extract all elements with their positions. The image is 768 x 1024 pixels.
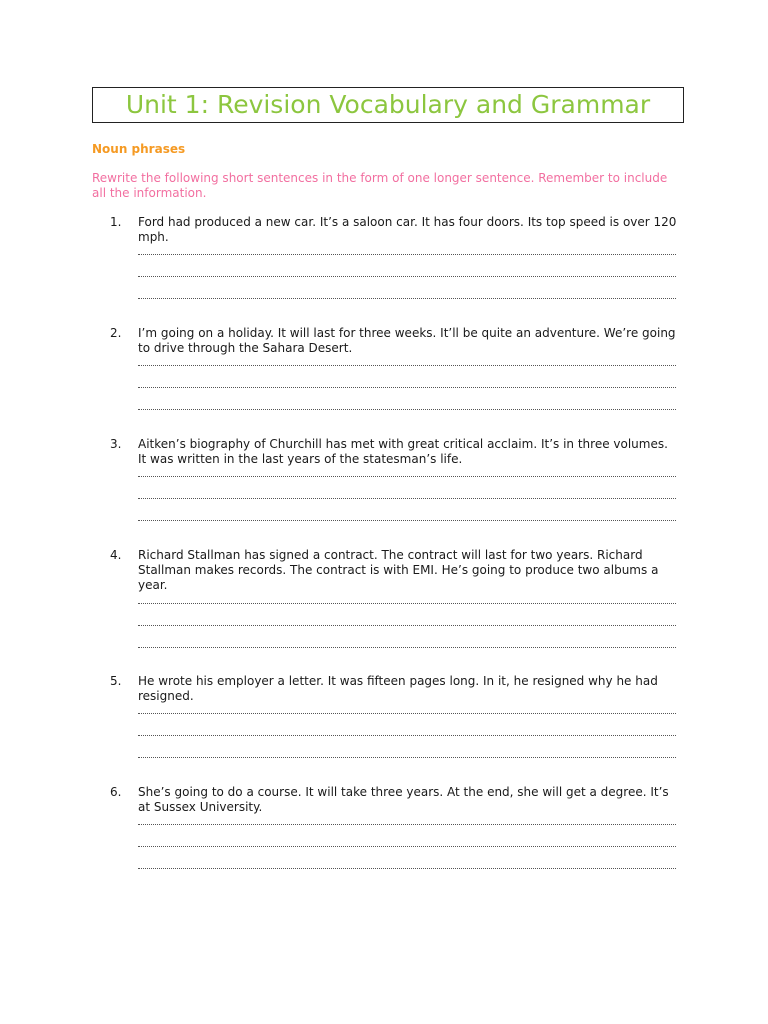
question-text: She’s going to do a course. It will take three years. At the end, she will get a degree. It’s at Sussex University. bbox=[138, 785, 669, 814]
answer-line[interactable] bbox=[138, 498, 676, 499]
question-text: Richard Stallman has signed a contract. The contract will last for two years. Richard Stallman makes records. The contract is with EMI. He’s going to produce two albums a year. bbox=[138, 548, 659, 592]
answer-line[interactable] bbox=[138, 254, 676, 255]
question-text: Ford had produced a new car. It’s a saloon car. It has four doors. Its top speed is over 120 mph. bbox=[138, 215, 677, 244]
answer-line[interactable] bbox=[138, 846, 676, 847]
section-heading: Noun phrases bbox=[92, 142, 186, 156]
answer-line[interactable] bbox=[138, 387, 676, 388]
question-text: He wrote his employer a letter. It was fifteen pages long. In it, he resigned why he had resigned. bbox=[138, 674, 658, 703]
question-number: 2. bbox=[110, 326, 122, 340]
question-number: 5. bbox=[110, 674, 122, 688]
question-number: 3. bbox=[110, 437, 122, 451]
answer-line[interactable] bbox=[138, 476, 676, 477]
answer-line[interactable] bbox=[138, 520, 676, 521]
answer-line[interactable] bbox=[138, 735, 676, 736]
question-number: 6. bbox=[110, 785, 122, 799]
question-number: 4. bbox=[110, 548, 122, 562]
page-title: Unit 1: Revision Vocabulary and Grammar bbox=[125, 90, 651, 119]
answer-line[interactable] bbox=[138, 298, 676, 299]
answer-line[interactable] bbox=[138, 713, 676, 714]
answer-line[interactable] bbox=[138, 603, 676, 604]
answer-line[interactable] bbox=[138, 276, 676, 277]
answer-line[interactable] bbox=[138, 409, 676, 410]
answer-line[interactable] bbox=[138, 365, 676, 366]
instruction-text: Rewrite the following short sentences in the form of one longer sentence. Remember to include all the information. bbox=[92, 171, 668, 200]
answer-line[interactable] bbox=[138, 757, 676, 758]
question-text: I’m going on a holiday. It will last for three weeks. It’ll be quite an adventure. We’re going to drive through the Sahara Desert. bbox=[138, 326, 676, 355]
title-box bbox=[92, 87, 684, 123]
question-number: 1. bbox=[110, 215, 122, 229]
question-text: Aitken’s biography of Churchill has met with great critical acclaim. It’s in three volumes. It was written in the last years of the statesman’s life. bbox=[138, 437, 668, 466]
answer-line[interactable] bbox=[138, 625, 676, 626]
answer-line[interactable] bbox=[138, 824, 676, 825]
answer-line[interactable] bbox=[138, 868, 676, 869]
answer-line[interactable] bbox=[138, 647, 676, 648]
